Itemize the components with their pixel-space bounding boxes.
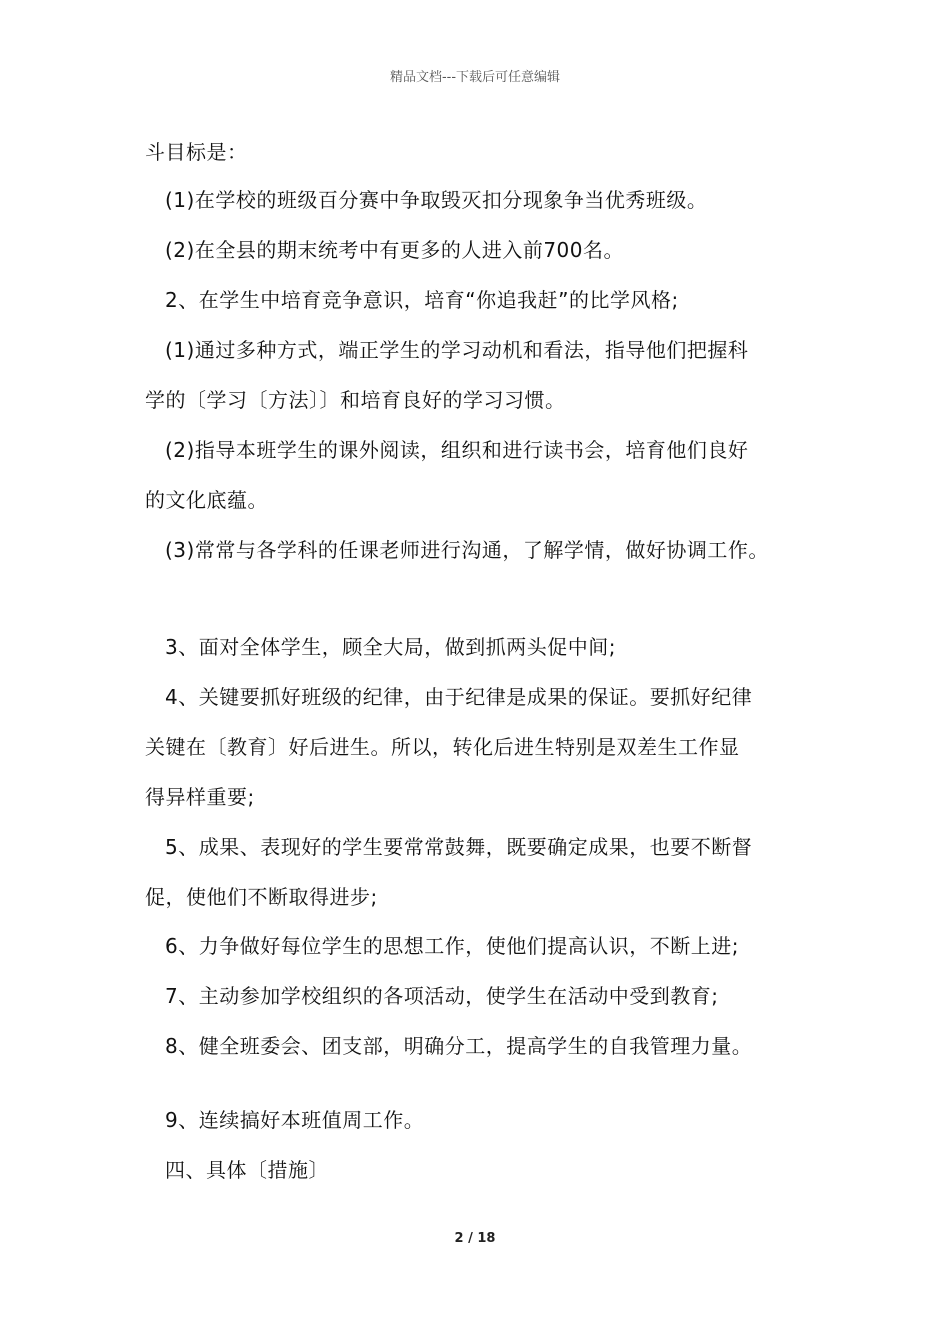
- page-header: 精品文档---下载后可任意编辑: [389, 70, 561, 85]
- paragraph-line: (2)指导本班学生的课外阅读，组织和进行读书会，培育他们良好: [165, 438, 749, 462]
- paragraph-line: (2)在全县的期末统考中有更多的人进入前700名。: [165, 238, 625, 262]
- paragraph-line: (3)常常与各学科的任课老师进行沟通，了解学情，做好协调工作。: [165, 538, 769, 562]
- paragraph-line: 3、面对全体学生，顾全大局，做到抓两头促中间;: [165, 635, 616, 659]
- section-heading: 四、具体〔措施〕: [165, 1158, 329, 1182]
- paragraph-line: 2、在学生中培育竞争意识，培育“你追我赶”的比学风格;: [165, 288, 679, 312]
- paragraph-line: 5、成果、表现好的学生要常常鼓舞，既要确定成果，也要不断督: [165, 835, 753, 859]
- paragraph-line: (1)在学校的班级百分赛中争取毁灭扣分现象争当优秀班级。: [165, 188, 708, 212]
- paragraph-line: 关键在〔教育〕好后进生。所以，转化后进生特别是双差生工作显: [145, 735, 740, 759]
- paragraph-line: (1)通过多种方式，端正学生的学习动机和看法，指导他们把握科: [165, 338, 749, 362]
- paragraph-line: 4、关键要抓好班级的纪律，由于纪律是成果的保证。要抓好纪律: [165, 685, 753, 709]
- paragraph-line: 得异样重要;: [145, 785, 255, 809]
- paragraph-line: 的文化底蕴。: [145, 488, 268, 512]
- paragraph-line: 斗目标是：: [145, 140, 248, 164]
- paragraph-line: 9、连续搞好本班值周工作。: [165, 1108, 425, 1132]
- paragraph-line: 学的〔学习〔方法〕〕和培育良好的学习习惯。: [145, 388, 566, 412]
- page-number: 2 / 18: [454, 1231, 496, 1246]
- paragraph-line: 8、健全班委会、团支部，明确分工，提高学生的自我管理力量。: [165, 1034, 753, 1058]
- paragraph-line: 促，使他们不断取得进步;: [145, 885, 378, 909]
- paragraph-line: 6、力争做好每位学生的思想工作，使他们提高认识，不断上进;: [165, 934, 739, 958]
- paragraph-line: 7、主动参加学校组织的各项活动，使学生在活动中受到教育;: [165, 984, 719, 1008]
